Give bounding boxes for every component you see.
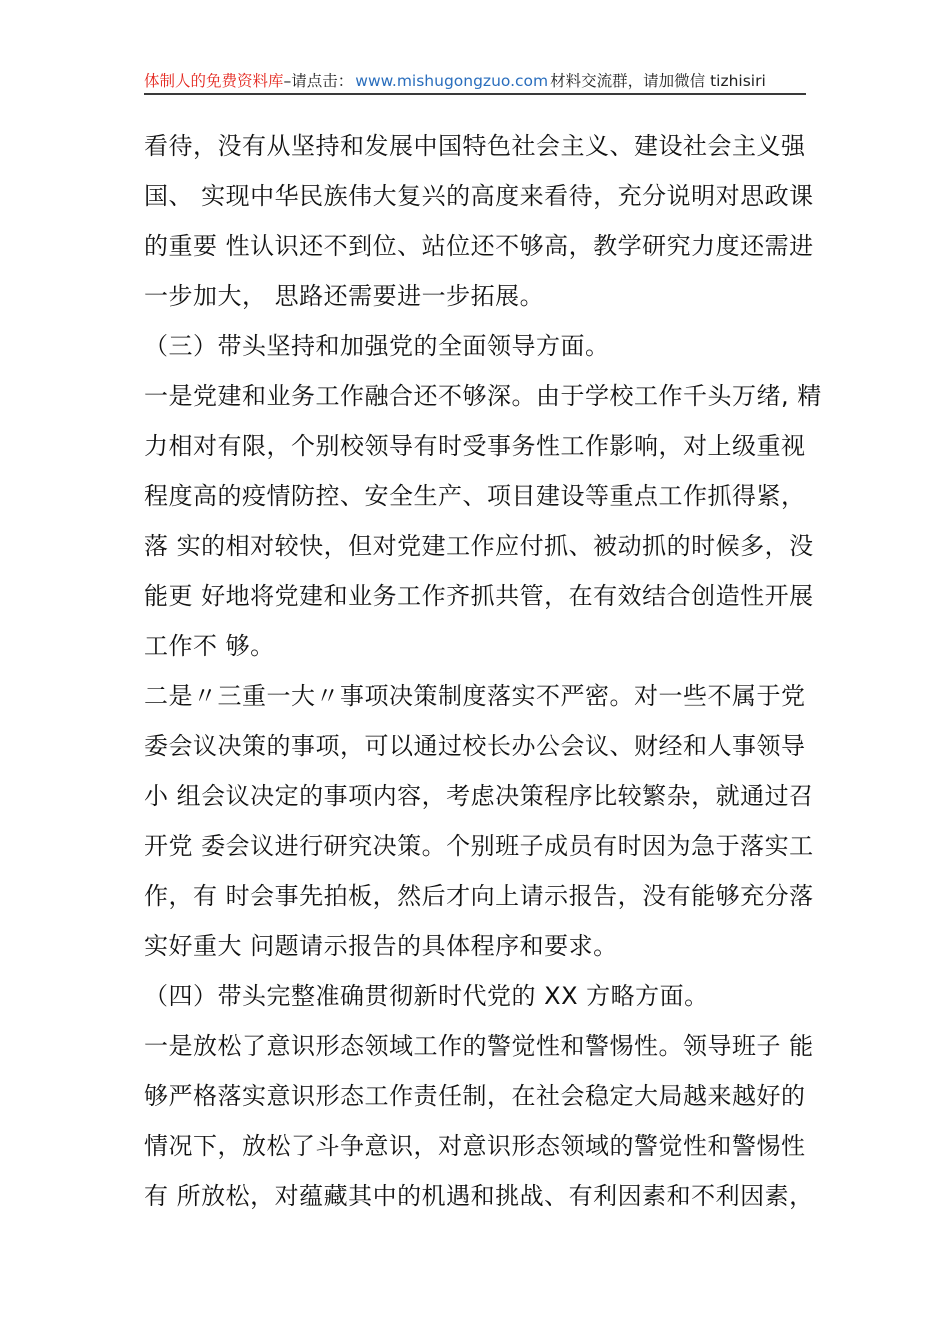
header-prompt: –请点击： (283, 72, 354, 90)
header-url-link[interactable]: www.mishugongzuo.com (355, 72, 549, 90)
header-contact: 材料交流群，请加微信 tizhisiri (550, 72, 766, 90)
body-line: 程度高的疫情防控、安全生产、项目建设等重点工作抓得紧， (144, 482, 806, 510)
body-line: 委会议决策的事项，可以通过校长办公会议、财经和人事领导 (144, 732, 806, 760)
body-line: 有 所放松，对蕴藏其中的机遇和挑战、有利因素和不利因素， (144, 1182, 814, 1210)
body-line: 作，有 时会事先拍板，然后才向上请示报告，没有能够充分落 (144, 882, 814, 910)
body-line: 二是〃三重一大〃事项决策制度落实不严密。对一些不属于党 (144, 682, 806, 710)
body-line: 开党 委会议进行研究决策。个别班子成员有时因为急于落实工 (144, 832, 814, 860)
body-line: 力相对有限，个别校领导有时受事务性工作影响，对上级重视 (144, 432, 806, 460)
body-line: 一步加大， 思路还需要进一步拓展。 (144, 282, 545, 310)
body-line: 够严格落实意识形态工作责任制，在社会稳定大局越来越好的 (144, 1082, 806, 1110)
body-line: 国、 实现中华民族伟大复兴的高度来看待，充分说明对思政课 (144, 182, 814, 210)
body-line: 能更 好地将党建和业务工作齐抓共管，在有效结合创造性开展 (144, 582, 814, 610)
header-divider (144, 93, 806, 95)
body-line: 落 实的相对较快，但对党建工作应付抓、被动抓的时候多，没 (144, 532, 814, 560)
body-line: 看待，没有从坚持和发展中国特色社会主义、建设社会主义强 (144, 132, 806, 160)
header-brand: 体制人的免费资料库 (144, 72, 284, 90)
page-header (144, 68, 806, 92)
section-heading: （三）带头坚持和加强党的全面领导方面。 (144, 332, 610, 360)
body-line: 实好重大 问题请示报告的具体程序和要求。 (144, 932, 618, 960)
section-heading: （四）带头完整准确贯彻新时代党的 XX 方略方面。 (144, 982, 709, 1010)
body-line: 小 组会议决定的事项内容，考虑决策程序比较繁杂，就通过召 (144, 782, 814, 810)
body-line: 工作不 够。 (144, 632, 275, 660)
body-line: 的重要 性认识还不到位、站位还不够高，教学研究力度还需进 (144, 232, 814, 260)
body-line: 一是党建和业务工作融合还不够深。由于学校工作千头万绪, 精 (144, 382, 822, 410)
document-body (144, 121, 822, 1221)
body-line: 情况下，放松了斗争意识，对意识形态领域的警觉性和警惕性 (144, 1132, 806, 1160)
body-line: 一是放松了意识形态领域工作的警觉性和警惕性。领导班子 能 (144, 1032, 814, 1060)
